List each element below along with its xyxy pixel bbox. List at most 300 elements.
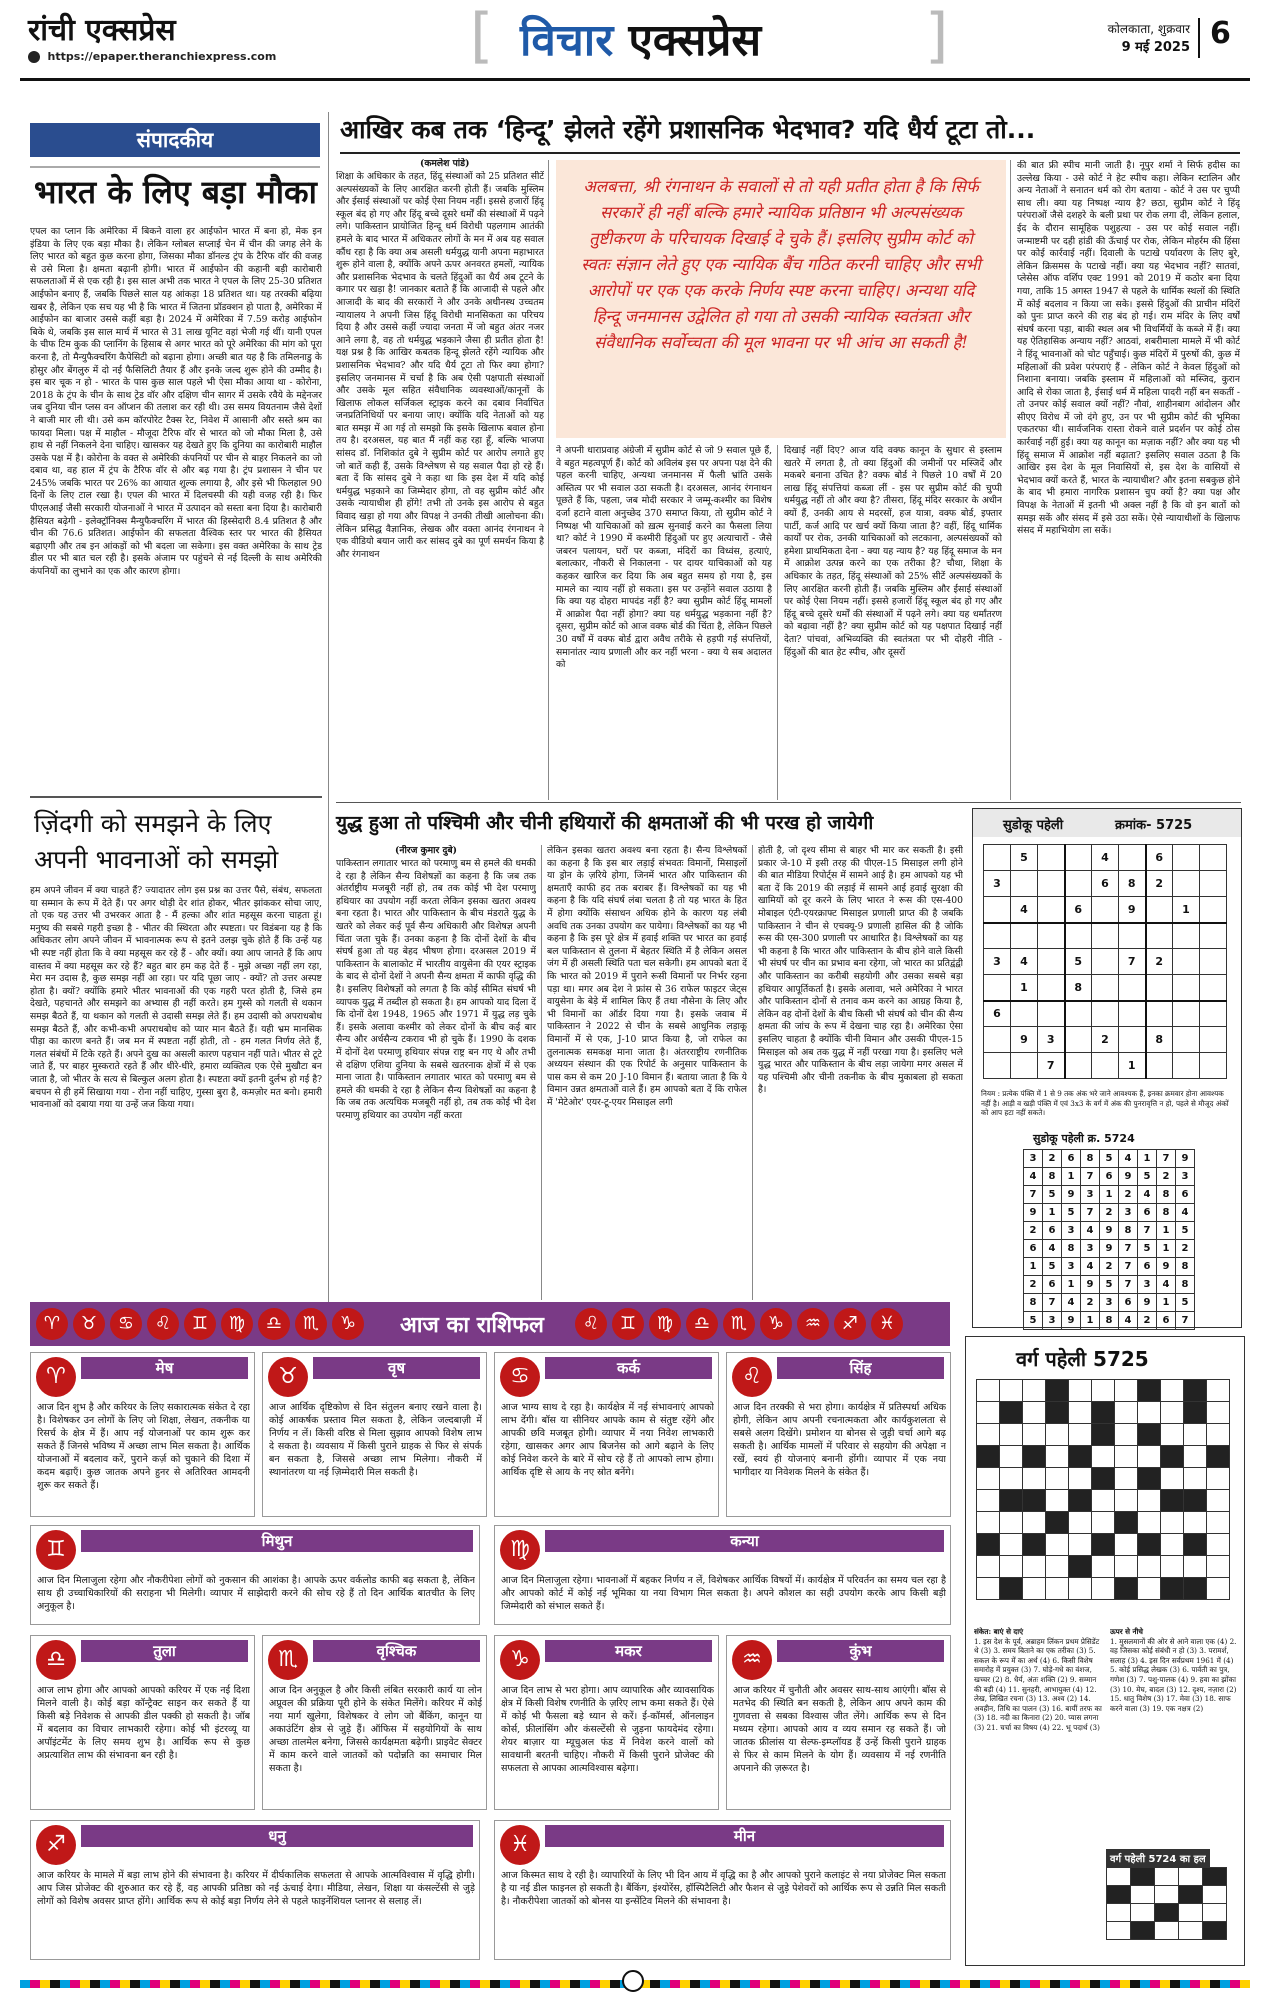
sudoku-solution-cell: 1 <box>1100 1186 1119 1204</box>
crossword-cell <box>1115 1490 1138 1512</box>
sudoku-solution-cell: 3 <box>1119 1204 1138 1222</box>
crossword-solution-cell <box>1131 1868 1155 1886</box>
sudoku-cell <box>1038 949 1065 975</box>
crossword-block <box>1000 1402 1023 1424</box>
crossword-block <box>1069 1490 1092 1512</box>
crossword-block <box>1023 1534 1046 1556</box>
sudoku-solution-cell: 7 <box>1024 1186 1043 1204</box>
rashifal-sign-name: धनु <box>81 1825 473 1847</box>
crossword-cell <box>1023 1380 1046 1402</box>
crossword-cell <box>1161 1512 1184 1534</box>
crossword-block <box>1161 1490 1184 1512</box>
sudoku-solution-cell: 9 <box>1062 1312 1081 1330</box>
sudoku-solution-cell: 6 <box>1062 1150 1081 1168</box>
sudoku-solution-cell: 8 <box>1176 1276 1195 1294</box>
crossword-solution-cell <box>1155 1904 1179 1922</box>
sudoku-cell <box>1200 923 1227 949</box>
crossword-cell <box>977 1402 1000 1424</box>
sudoku-solution-cell: 4 <box>1157 1276 1176 1294</box>
crossword-block <box>1046 1512 1069 1534</box>
sudoku-cell <box>984 845 1011 871</box>
crossword-block <box>1069 1556 1092 1578</box>
sudoku-solution-cell: 5 <box>1043 1258 1062 1276</box>
across-title: संकेत: बाएं से दाएं <box>974 1627 1024 1636</box>
sudoku-solution-cell: 9 <box>1176 1150 1195 1168</box>
sudoku-cell <box>1146 923 1173 949</box>
rashifal-text: आज दिन अनुकूल है और किसी लंबित सरकारी कार्य या लोन अप्रूवल की प्रक्रिया पूरी होने के संकेत मिलेंगे। करियर में कोई नया मार्ग खुलेगा, विशेषकर वे लोग जो बैंकिंग, कानून या अकाउंटिंग क्षेत्र से जुड़े हैं। ऑफिस में सहयोगियों के साथ अच्छा तालमेल बनेगा, जिससे कार्यक्षमता बढ़ेगी। प्राइवेट सेक्टर में काम करने वाले जातकों को पदोन्नति का समाचार मिल सकता है। <box>269 1685 482 1774</box>
crossword-solution-cell <box>1203 1868 1227 1886</box>
sudoku-solution-cell: 6 <box>1043 1276 1062 1294</box>
sudoku-cell <box>1065 845 1092 871</box>
crossword-cell <box>1000 1556 1023 1578</box>
crossword-cell <box>1023 1468 1046 1490</box>
rashifal-text: आज आर्थिक दृष्टिकोण से दिन संतुलन बनाए रखने वाला है। कोई आकर्षक प्रस्ताव मिल सकता है, लेकिन जल्दबाज़ी में निर्णय न लें। किसी वरिष्ठ से मिला सुझाव आपको विशेष लाभ दे सकता है। व्यवसाय में किसी पुराने ग्राहक से फिर से संपर्क बन सकता है, जिससे अच्छा लाभ मिलेगा। नौकरी में स्थानांतरण या नई ज़िम्मेदारी मिल सकती है। <box>269 1402 482 1478</box>
crossword-cell <box>1046 1578 1069 1600</box>
crossword-cell <box>1023 1556 1046 1578</box>
editorial-body: एपल का प्लान कि अमेरिका में बिकने वाला हर आईफोन भारत में बना हो, मेक इन इंडिया के लिए एक बड़ा मौका है। लेकिन ग्लोबल सप्लाई चेन में चीन की जगह लेने के लिए भारत को बहुत कुछ करना होगा, जिसका मौका डॉनल्ड ट्रंप के टैरिफ वॉर की वजह से उसे मिला है। क्षमता बढ़ानी होगी। भारत में आईफोन की कहानी बड़ी कारोबारी सफलताओं में से एक रही है। इस साल अभी तक भारत ने एपल के लिए 25-30 प्रतिशत आईफोन बनाए हैं, जबकि पिछले साल यह आंकड़ा 18 प्रतिशत था। यह तरक्की बढ़िया खबर है, लेकिन एक सच यह भी है कि भारत में जितना प्रॉडक्शन हो पाता है, अमेरिका में आईफोन का बाजार उससे कहीं बड़ा है। 2024 में अमेरिका में 7.59 करोड़ आईफोन बिके थे, जबकि इस साल मार्च में भारत से 31 लाख यूनिट वहां भेजी गई थीं। यानी एपल के चीफ टिम कुक की प्लानिंग के हिसाब से अगर भारत को पूरे अमेरिका की मांग को पूरा करना है, तो मैन्युफैक्चरिंग कैपेसिटी को बढ़ाना होगा। अच्छी बात यह है कि तमिलनाडु के होसुर और बेंगलुरु में दो नई फैसिलिटी तैयार हैं और इनके जल्द शुरू होने की उम्मीद है। इस बार चूक न हो - भारत के पास कुछ साल पहले भी ऐसा मौका आया था - कोरोना, 2018 के ट्रंप के चीन के साथ ट्रेड वॉर और दक्षिण चीन सागर में उसके रवैये के मद्देनजर जब दुनिया चीन प्लस वन ऑप्शन की तलाश कर रही थी। उस समय वियतनाम जैसे देशों ने बाजी मार ली थी। उसे कम कॉरपोरेट टैक्स रेट, निवेश में आसानी और सस्ते श्रम का फायदा मिला। पक्ष में माहौल - मौजूदा टैरिफ वॉर से भारत को जो मौका मिला है, उसे हाथ से नहीं निकलने देना चाहिए। खासकर यह देखते हुए कि दुनिया का कारोबारी माहौल उसके पक्ष में है। कोरोना के वक्त से अमेरिकी कंपनियों पर चीन से बाहर निकलने का जो दबाव था, वह हाल में ट्रंप के टैरिफ वॉर से और बढ़ गया है। ट्रंप प्रशासन ने चीन पर 245% जबकि भारत पर 26% का आयात शुल्क लगाया है, और इसे भी फिलहाल 90 दिनों के लिए टाल रखा है। एपल की भारत में दिलचस्पी की यही वजह रही है। फिर पीएलआई जैसी सरकारी योजनाओं ने भारत में उत्पादन को सस्ता बना दिया है। कारोबारी हैसियत बढ़ेगी - इलेक्ट्रॉनिक्स मैन्युफैक्चरिंग में भारत की हिस्सेदारी 8.4 प्रतिशत है और चीन की 76.6 प्रतिशत। आईफोन की सफलता वैश्विक स्तर पर भारत की हैसियत बढ़ाएगी और तब इन आंकड़ों को भी बदला जा सकेगा। इस वक्त अमेरिका के साथ ट्रेड डील पर भी बात चल रही है। इसके अंजाम पर पहुंचने से नई दिल्ली के साथ अमेरिकी कंपनियों का लुभाने का एक और कारण होगा। <box>30 226 322 578</box>
crossword-solution-cell <box>1131 1886 1155 1904</box>
sudoku-cell <box>984 923 1011 949</box>
page-divider <box>1198 18 1200 58</box>
section-divider <box>336 802 1241 803</box>
crossword-solution-cell <box>1107 1868 1131 1886</box>
sudoku-cell <box>1038 923 1065 949</box>
crossword-cell <box>1000 1380 1023 1402</box>
sudoku-cell <box>1065 1027 1092 1053</box>
sudoku-cell <box>1146 975 1173 1001</box>
sudoku-solution-cell: 5 <box>1100 1150 1119 1168</box>
sudoku-solution-cell: 6 <box>1024 1240 1043 1258</box>
rashifal-banner <box>30 1302 950 1346</box>
sudoku-cell <box>1092 1053 1119 1079</box>
rashifal-sign-name: मीन <box>545 1825 944 1847</box>
rashifal-text: आज दिन शुभ है और करियर के लिए सकारात्मक संकेत दे रहा है। विशेषकर उन लोगों के लिए जो शिक्षा, लेखन, तकनीक या रिसर्च के क्षेत्र में हैं। आप नई योजनाओं पर काम शुरू कर सकते हैं जिनसे भविष्य में अच्छा लाभ मिल सकता है। आर्थिक योजनाओं में बदलाव करें, पुराने कर्ज़ को चुकाने की दिशा में कदम बढ़ाएँ। कुछ जातक अपने हुनर से अतिरिक्त आमदनी शुरू कर सकते हैं। <box>37 1402 250 1491</box>
sudoku-solution-cell: 4 <box>1176 1204 1195 1222</box>
zodiac-icon: ♏ <box>723 1308 755 1340</box>
sudoku-solution-cell: 4 <box>1043 1240 1062 1258</box>
crossword-block <box>1138 1424 1161 1446</box>
sudoku-solution-cell: 6 <box>1119 1294 1138 1312</box>
crossword-block <box>977 1446 1000 1468</box>
sudoku-solution-cell: 8 <box>1100 1312 1119 1330</box>
crossword-title: वर्ग पहेली 5725 <box>1016 1347 1149 1371</box>
masthead <box>0 0 1268 80</box>
sudoku-cell <box>1038 975 1065 1001</box>
sudoku-cell <box>1092 1001 1119 1027</box>
zodiac-icon: ♑ <box>332 1308 364 1340</box>
crossword-block <box>1092 1424 1115 1446</box>
crossword-solution-cell <box>1203 1922 1227 1940</box>
crossword-cell <box>1000 1512 1023 1534</box>
crossword-cell <box>1184 1468 1207 1490</box>
header-rule <box>20 78 1250 81</box>
section-title <box>520 8 761 68</box>
sudoku-number: क्रमांक- 5725 <box>1115 818 1193 833</box>
rashifal-card <box>30 1525 480 1625</box>
sudoku-cell: 5 <box>1065 949 1092 975</box>
crossword-solution-cell <box>1203 1886 1227 1904</box>
war-col-3: होती है, जो दृश्य सीमा से बाहर भी मार कर सकती है। इसी प्रकार जे-10 में इसी तरह की पीएल-15 मिसाइल लगी होने की बात मीडिया रिपोर्ट्स में सामने आई है। हम आपको यह भी बता दें कि 2019 की लड़ाई में सामने आई हवाई सुरक्षा की खामियों को दूर करने के लिए भारत ने रूस की एस-400 मोबाइल एंटी-एयरक्राफ्ट मिसाइल प्रणाली प्राप्त की है जबकि पाकिस्तान ने चीन से एचक्यू-9 प्रणाली हासिल की है जोकि रूस की एस-300 प्रणाली पर आधारित है। विश्लेषकों का यह भी कहना है कि भारत और पाकिस्तान के बीच होने वाले किसी भी संघर्ष पर चीन का प्रभाव बना रहेगा, जो भारत का प्रतिद्वंद्वी और पाकिस्तान का करीबी सहयोगी और उसका सबसे बड़ा हथियार आपूर्तिकर्ता है। इसके अलावा, भले अमेरिका ने भारत और पाकिस्तान दोनों से तनाव कम करने का आग्रह किया है, लेकिन वह दोनों देशों के बीच किसी भी संघर्ष को चीन की सैन्य क्षमता की जांच के रूप में देखना चाह रहा है। अमेरिका ऐसा इसलिए चाहता है क्योंकि चीनी विमान और उसकी पीएल-15 मिसाइल को अब तक युद्ध में नहीं परखा गया है। इसलिए भले युद्ध भारत और पाकिस्तान के बीच लड़ा जायेगा मगर असल में यह पश्चिमी और चीनी तकनीक के बीच मुकाबला हो सकता है। <box>758 845 963 1096</box>
sudoku-cell <box>1200 897 1227 923</box>
crossword-cell <box>1207 1380 1230 1402</box>
sudoku-solution-cell: 2 <box>1100 1258 1119 1276</box>
zodiac-sign-icon: ♎ <box>36 1640 76 1680</box>
sudoku-solution-cell: 3 <box>1043 1312 1062 1330</box>
crossword-solution-cell <box>1107 1904 1131 1922</box>
pull-quote: अलबत्ता, श्री रंगनाथन के सवालों से तो यही प्रतीत होता है कि सिर्फ सरकारें ही नहीं बल्कि हमारे न्यायिक प्रतिष्ठान भी अल्पसंख्यक तुष्टीकरण के परिचायक दिखाई दे चुके हैं। इसलिए सुप्रीम कोर्ट को स्वतः संज्ञान लेते हुए एक न्यायिक बैंच गठित करनी चाहिए और सभी आरोपों पर एक एक करके निर्णय स्पष्ट करना चाहिए। अन्यथा यदि हिन्दू जनमानस उद्वेलित हो गया तो उसकी न्यायिक स्वतंत्रता और संवैधानिक सर्वोच्चता की मूल भावना पर भी आंच आ सकती है! <box>556 160 1006 438</box>
sudoku-solution-cell: 8 <box>1157 1204 1176 1222</box>
sudoku-solution-cell: 5 <box>1138 1168 1157 1186</box>
sudoku-solution-cell: 2 <box>1043 1150 1062 1168</box>
rashifal-text: आज लाभ होगा और आपको आपको करियर में एक नई दिशा मिलने वाली है। कोई बड़ा कॉन्ट्रैक्ट साइन कर सकते हैं या किसी बड़े निवेशक से आपकी डील पक्की हो सकती है। जॉब में बदलाव का विचार लाभकारी रहेगा। कोई भी इंटरव्यू या अपॉइंटमेंट के लिए समय शुभ है। आर्थिक रूप से कुछ अप्रत्याशित लाभ की संभावना बन रही है। <box>37 1685 250 1761</box>
sudoku-solution-cell: 8 <box>1024 1294 1043 1312</box>
sudoku-solution-cell: 4 <box>1062 1294 1081 1312</box>
crossword-block <box>1046 1380 1069 1402</box>
crossword-solution-cell <box>1155 1868 1179 1886</box>
crossword-block <box>1023 1490 1046 1512</box>
sudoku-solution-cell: 7 <box>1119 1240 1138 1258</box>
crossword-block <box>1184 1402 1207 1424</box>
sudoku-solution-cell: 7 <box>1081 1168 1100 1186</box>
sudoku-solution-cell: 8 <box>1062 1240 1081 1258</box>
sudoku-cell <box>1119 923 1146 949</box>
sudoku-solution-cell: 1 <box>1157 1240 1176 1258</box>
sudoku-cell <box>1119 1027 1146 1053</box>
sudoku-solution-cell: 5 <box>1024 1312 1043 1330</box>
sudoku-cell <box>1200 1027 1227 1053</box>
crossword-cell <box>1161 1402 1184 1424</box>
crossword-cell <box>1046 1490 1069 1512</box>
down-clues: 1. मुसलमानों की ओर से आने वाला एक (4) 2. वह जिसका कोई संबंधी न हो (3) 3. परामर्श, सलाह (3) 4. इस दिन सर्वप्रथम 1961 में (4) 5. कोई प्रसिद्ध लेखक (3) 6. पार्वती का पुत्र, गणेश (3) 7. पशु-पालक (4) 9. हवा का झोंका (3) 10. मेघ, बादल (3) 12. दृश्य, नज़ारा (2) 15. धातु विशेष (3) 17. मेवा (3) 18. साफ करने वाला (3) 19. एक नक्षत्र (2) <box>1110 1636 1237 1713</box>
rashifal-text: आज भाग्य साथ दे रहा है। कार्यक्षेत्र में नई संभावनाएं आपको लाभ देंगी। बॉस या सीनियर आपके काम से संतुष्ट रहेंगे और आपकी छवि मजबूत होगी। व्यापार में नया निवेश लाभकारी रहेगा, खासकर अगर आप बिजनेस को आगे बढ़ाने के लिए कोई निवेश करने के बारे में सोच रहे हैं तो आपको लाभ होगा। आर्थिक दृष्टि से आय के नए स्रोत बनेंगे। <box>501 1402 714 1478</box>
sudoku-cell <box>1038 845 1065 871</box>
sudoku-solution-cell: 9 <box>1100 1222 1119 1240</box>
crossword-solution-title: वर्ग पहेली 5724 का हल <box>1106 1849 1210 1867</box>
bracket-right: ] <box>925 1 949 71</box>
crossword-block <box>1000 1578 1023 1600</box>
crossword-cell <box>977 1556 1000 1578</box>
sudoku-solution-cell: 4 <box>1138 1186 1157 1204</box>
crossword-block <box>1069 1446 1092 1468</box>
crossword-cell <box>1092 1380 1115 1402</box>
section-title-b: एक्सप्रेस <box>628 15 762 66</box>
sudoku-solution-cell: 8 <box>1081 1150 1100 1168</box>
crossword-solution-cell <box>1179 1922 1203 1940</box>
sudoku-solution-cell: 5 <box>1176 1294 1195 1312</box>
sudoku-solution-cell: 8 <box>1119 1222 1138 1240</box>
paper-name: रांची एक्सप्रेस <box>28 13 176 48</box>
sudoku-solution-cell: 3 <box>1062 1222 1081 1240</box>
sudoku-solution-cell: 1 <box>1043 1204 1062 1222</box>
sudoku-solution-cell: 9 <box>1062 1186 1081 1204</box>
zodiac-sign-icon: ♐ <box>36 1825 76 1865</box>
sudoku-solution-cell: 2 <box>1176 1240 1195 1258</box>
rashifal-text: आज किस्मत साथ दे रही है। व्यापारियों के लिए भी दिन आय में वृद्धि का है और आपको पुराने कलाइंट से नया प्रोजेक्ट मिल सकता है या नई डील फाइनल हो सकती है। बैंकिंग, इंश्योरेंस, हॉस्पिटैलिटी और फैशन से जुड़े पेशेवरों को आर्थिक रूप से उन्नति मिल सकती है। नौकरीपेशा जातकों को बोनस या इन्सेंटिव मिलने की संभावना है। <box>501 1870 946 1907</box>
sudoku-cell: 3 <box>1038 1027 1065 1053</box>
crossword-cell <box>1207 1490 1230 1512</box>
sudoku-cell <box>984 1027 1011 1053</box>
crossword-cell <box>1092 1490 1115 1512</box>
sudoku-solution-cell: 3 <box>1081 1186 1100 1204</box>
crossword-cell <box>1138 1578 1161 1600</box>
sudoku-rules: नियम : प्रत्येक पंक्ति में 1 से 9 तक अंक भरे जाने आवश्यक हैं, इनका क्रमवार होना आवश्यक नहीं है। आड़ी व खड़ी पंक्ति में एवं 3x3 के वर्ग में अंक की पुनरावृत्ति न हो, पहले से मौजूद अंकों को आप हटा नहीं सकते। <box>981 1089 1229 1118</box>
crossword-cell <box>977 1578 1000 1600</box>
sudoku-cell: 4 <box>1011 897 1038 923</box>
rashifal-text: आज करियर के मामले में बड़ा लाभ होने की संभावना है। करियर में दीर्घकालिक सफलता से आपके आत्मविश्वास में वृद्धि होगी। आप जिस प्रोजेक्ट की शुरुआत कर रहे हैं, वह आपकी प्रतिष्ठा को नई ऊंचाई देगा। मीडिया, लेखन, शिक्षा या कंसल्टेंसी से जुड़े लोगों को विशेष अवसर प्राप्त होंगे। आर्थिक रूप से कोई बड़ा निर्णय लेने से पहले फाइनेंशियल प्लानर से सलाह लें। <box>37 1870 475 1907</box>
crossword-block <box>1023 1446 1046 1468</box>
sudoku-cell <box>1173 845 1200 871</box>
rashifal-card <box>726 1635 951 1810</box>
rashifal-card <box>494 1352 719 1517</box>
zodiac-icon: ♌ <box>147 1308 179 1340</box>
sudoku-solution-cell: 7 <box>1119 1258 1138 1276</box>
sudoku-cell <box>984 897 1011 923</box>
sudoku-cell <box>1200 845 1227 871</box>
editorial-divider <box>30 796 322 798</box>
crossword-solution-cell <box>1179 1868 1203 1886</box>
sudoku-solution-cell: 3 <box>1024 1150 1043 1168</box>
globe-icon <box>28 51 40 63</box>
sudoku-cell <box>1092 897 1119 923</box>
zodiac-icon: ♍ <box>221 1308 253 1340</box>
crossword-panel <box>965 1336 1245 1966</box>
rashifal-sign-name: वृष <box>313 1357 480 1379</box>
crossword-cell <box>1069 1578 1092 1600</box>
rashifal-text: आज करियर में चुनौती और अवसर साथ-साथ आएंगी। बॉस से मतभेद की स्थिति बन सकती है, लेकिन आप अपने काम की गुणवत्ता से सबका विश्वास जीत लेंगे। आर्थिक रूप से दिन मध्यम रहेगा। आपको आय व व्यय समान रह सकते हैं। जो जातक फ्रीलांस या सेल्फ-इम्प्लॉयड हैं उन्हें किसी पुराने ग्राहक से फिर से काम मिलने के योग हैं। व्यवसाय में नई रणनीति अपनाने की ज़रूरत है। <box>733 1685 946 1774</box>
sudoku-cell: 3 <box>984 949 1011 975</box>
sudoku-cell: 8 <box>1119 871 1146 897</box>
sudoku-solution-cell: 7 <box>1119 1276 1138 1294</box>
sudoku-solution-cell: 1 <box>1062 1168 1081 1186</box>
sudoku-cell <box>1065 871 1092 897</box>
zodiac-strip-left <box>36 1308 369 1340</box>
column-rule <box>328 112 329 1302</box>
url-text: https://epaper.theranchiexpress.com <box>47 50 277 63</box>
crossword-block <box>1092 1468 1115 1490</box>
zodiac-sign-icon: ♈ <box>36 1357 76 1397</box>
rashifal-card <box>494 1525 951 1625</box>
crossword-block <box>1046 1402 1069 1424</box>
sudoku-cell: 1 <box>1119 1053 1146 1079</box>
crossword-block <box>1092 1534 1115 1556</box>
column-rule <box>548 160 549 800</box>
sudoku-solution-cell: 6 <box>1138 1204 1157 1222</box>
zodiac-sign-icon: ♑ <box>500 1640 540 1680</box>
main-byline: (कमलेश पांडे) <box>420 158 470 169</box>
sudoku-solution-cell: 2 <box>1157 1168 1176 1186</box>
sudoku-solution-cell: 8 <box>1043 1168 1062 1186</box>
crossword-cell <box>1207 1578 1230 1600</box>
main-col-3: दिखाई नहीं दिए? आज यदि वक्फ कानून के सुधार से इस्लाम खतरे में लगता है, तो क्या हिंदुओं की जमीनों पर मस्जिदें और मकबरे बनाना उचित है? वक्फ बोर्ड ने पिछले 10 वर्षों में 20 लाख हिंदू संपत्तियां कब्जा लीं - इस पर सुप्रीम कोर्ट की चुप्पी धर्मयुद्ध नहीं तो और क्या है? तीसरा, हिंदू मंदिर सरकार के अधीन क्यों हैं, उनकी आय से मदरसों, हज यात्रा, वक्फ बोर्ड, इफ्तार पार्टी, कर्ज आदि पर खर्च क्यों किया जाता है? वहीं, हिंदू धार्मिक कार्यों पर रोक, उनकी याचिकाओं को लटकाना, अल्पसंख्यकों को हमेशा प्राथमिकता देना - क्या यह न्याय है? यह हिंदू समाज के मन में आक्रोश उत्पन्न करने का एक तरीका है? चौथा, शिक्षा के अधिकार के तहत, हिंदू संस्थाओं को 25% सीटें अल्पसंख्यकों के लिए आरक्षित करनी होती हैं। जबकि मुस्लिम और ईसाई संस्थाओं पर कोई ऐसा नियम नहीं। इससे हजारों हिंदू स्कूल बंद हो गए और हिंदू बच्चे दूसरे धर्मों की संस्थाओं में पढ़ने लगे। क्या यह धर्मांतरण को बढ़ावा नहीं है? क्या सुप्रीम कोर्ट को यह पक्षपात दिखाई नहीं देता? पांचवां, अभिव्यक्ति की स्वतंत्रता पर भी दोहरी नीति - हिंदुओं की बात हेट स्पीच, और दूसरों <box>784 445 1002 658</box>
sudoku-cell <box>1200 1001 1227 1027</box>
sudoku-solution-cell: 2 <box>1138 1312 1157 1330</box>
registration-mark-icon <box>622 1970 644 1992</box>
crossword-cell <box>977 1512 1000 1534</box>
crossword-cell <box>1092 1512 1115 1534</box>
sudoku-cell <box>1200 1053 1227 1079</box>
sudoku-solution-cell: 7 <box>1138 1222 1157 1240</box>
war-headline: युद्ध हुआ तो पश्चिमी और चीनी हथियारों की क्षमताओं की भी परख हो जायेगी <box>336 812 874 834</box>
crossword-cell <box>1161 1380 1184 1402</box>
crossword-block <box>1184 1578 1207 1600</box>
sudoku-cell <box>1146 1001 1173 1027</box>
sudoku-solution-title: सुडोकू पहेली क्र. 5724 <box>1033 1132 1135 1145</box>
sudoku-cell <box>1065 923 1092 949</box>
sudoku-solution-cell: 8 <box>1176 1258 1195 1276</box>
life-body: हम अपने जीवन में क्या चाहते हैं? ज्यादातर लोग इस प्रश्न का उत्तर पैसे, संबंध, सफलता या सम्मान के रूप में देते हैं। पर अगर थोड़ी देर शांत होकर, भीतर झांककर सोचा जाए, तो एक यह उत्तर भी उभरकर आता है - मैं हल्का और शांत महसूस करना चाहता हूं। मनुष्य की सबसे गहरी इच्छा है - भीतर की स्थिरता और स्पष्टता। पर विडंबना यह है कि अधिकतर लोग अपने जीवन में भावनात्मक रूप से इतने उलझ चुके होते हैं कि उन्हें यह भी स्पष्ट नहीं होता कि वे क्या महसूस कर रहे हैं - और क्यों। क्या आप जानते हैं कि आप वास्तव में क्या महसूस कर रहे हैं? बहुत बार हम कह देते हैं - मुझे अच्छा नहीं लग रहा, मेरा मन उदास है, कुछ समझ नहीं आ रहा। पर यदि पूछा जाए - क्यों? तो उत्तर अस्पष्ट होता है। क्यों? क्योंकि हमारे भीतर भावनाओं की एक गहरी परत होती है, जिसे हम देखते, पहचानते और समझने का अभ्यास ही नहीं करते। हम गुस्से को गलती से थकान समझ बैठते हैं, या थकान को गलती से उदासी समझ लेते हैं। हम उदासी को अपराधबोध समझ बैठते हैं, और कभी-कभी अपराधबोध को प्यार मान बैठते हैं। यही भ्रम मानसिक पीड़ा का कारण बनते हैं। जब मन में स्पष्टता नहीं होती, तो - हम गलत निर्णय लेते हैं, गलत संबंधों में टिके रहते हैं। अपने दुख का असली कारण पहचान नहीं पाते। भीतर से टूटे जाते हैं, पर बाहर मुस्कराते रहते हैं और धीरे-धीरे, हमारा व्यक्तित्व एक ऐसे मुखौटा बन जाता है, जो भीतर के सत्य से बिल्कुल अलग होता है। स्पष्टता क्यों इतनी दुर्लभ हो गई है? बचपन से ही हमें सिखाया गया - रोना नहीं चाहिए, गुस्सा बुरा है, कमज़ोर मत बनो। हमारी भावनाओं को दबाया गया या उन्हें जज किया गया। <box>30 885 322 1111</box>
sudoku-cell: 7 <box>1119 949 1146 975</box>
crossword-solution-cell <box>1107 1922 1131 1940</box>
crossword-cell <box>1092 1578 1115 1600</box>
sudoku-cell <box>1200 949 1227 975</box>
sudoku-solution-cell: 5 <box>1043 1186 1062 1204</box>
main-col-4: की बात फ्री स्पीच मानी जाती है। नूपुर शर्मा ने सिर्फ हदीस का उल्लेख किया - उसे कोर्ट ने हेट स्पीच कहा। लेकिन स्टालिन और अन्य नेताओं ने सनातन धर्म को रोग बताया - कोर्ट ने उस पर चुप्पी साध ली। क्या यह निष्पक्ष न्याय है? छठा, सुप्रीम कोर्ट ने हिंदू परंपराओं जैसे दशहरे के बली प्रथा पर रोक लगा दी, लेकिन हलाल, ईद के दौरान सामूहिक पशुहत्या - उस पर कोई सवाल नहीं। जन्माष्टमी पर दही हांडी की ऊँचाई पर रोक, लेकिन मोहर्रम की हिंसा पर कोई कार्रवाई नहीं। दिवाली के पटाखे पर्यावरण के लिए बुरे, लेकिन क्रिसमस के पटाखे नहीं। क्या यह भेदभाव नहीं? सातवां, प्लेसेस ऑफ वर्शिप एक्ट 1991 को 2019 में कठोर बना दिया गया, ताकि 15 अगस्त 1947 से पहले के धार्मिक स्थलों की स्थिति में कोई बदलाव न किया जा सके। इससे हिंदुओं की प्राचीन मंदिरों को पुनः प्राप्त करने की राह बंद हो गई। राम मंदिर के लिए वर्षों संघर्ष करना पड़ा, बाकी स्थल अब भी विधर्मियों के कब्जे में हैं। क्या यह ऐतिहासिक अन्याय नहीं? आठवां, शबरीमाला मामले में भी कोर्ट ने हिंदू भावनाओं को चोट पहुँचाई। कुछ मंदिरों में पुरुषों की, कुछ में महिलाओं की प्रवेश परंपराएं हैं - लेकिन कोर्ट ने केवल हिंदुओं को निशाना बनाया। जबकि इस्लाम में महिलाओं को मस्जिद, कुरान आदि से रोका जाता है, ईसाई धर्म में महिला पादरी नहीं बन सकतीं - तो उनपर कोई सवाल क्यों नहीं? नौवां, शाहीनबाग आंदोलन और सीएए विरोध में जो दंगे हुए, उन पर भी सुप्रीम कोर्ट की भूमिका एकतरफा थी। सार्वजनिक रास्ता रोकने वाले प्रदर्शन पर कोई ठोस कार्रवाई नहीं हुई। क्या यह कानून का मज़ाक नहीं? और क्या यह भी हिंदू समाज में आक्रोश नहीं बढ़ाता? इसलिए सवाल उठता है कि आखिर इस देश के मूल निवासियों से, इस देश के वासियों से भेदभाव क्यों करते हैं, भारत के न्यायाधीश? और इतना सबकुछ होने के बाद भी हमारा नागरिक प्रशासन चुप क्यों है? क्या पक्ष और विपक्ष के नेताओं में इतनी भी अक्ल नहीं है कि वो इन बातों को समझ सकें और संसद में इसे उठा सकें। ऐसे न्यायाधीशों के खिलाफ संसद में महाभियोग ला सकें। <box>1017 160 1240 537</box>
crossword-block <box>1184 1534 1207 1556</box>
sudoku-cell <box>984 1053 1011 1079</box>
zodiac-icon: ♐ <box>834 1308 866 1340</box>
crossword-cell <box>1184 1556 1207 1578</box>
sudoku-solution-cell: 1 <box>1024 1258 1043 1276</box>
zodiac-icon: ♌ <box>575 1308 607 1340</box>
crossword-cell <box>1092 1446 1115 1468</box>
crossword-block <box>1161 1446 1184 1468</box>
zodiac-icon: ♈ <box>36 1308 68 1340</box>
crossword-cell <box>1046 1446 1069 1468</box>
main-headline-rule <box>340 152 1240 154</box>
crossword-solution-grid <box>1106 1867 1227 1940</box>
sudoku-cell <box>1011 1001 1038 1027</box>
sudoku-solution-cell: 6 <box>1100 1168 1119 1186</box>
sudoku-cell <box>1038 871 1065 897</box>
sudoku-cell <box>1146 1053 1173 1079</box>
sudoku-cell: 4 <box>1011 949 1038 975</box>
rashifal-sign-name: कन्या <box>545 1530 944 1552</box>
crossword-cell <box>1069 1402 1092 1424</box>
rashifal-sign-name: कर्क <box>545 1357 712 1379</box>
zodiac-icon: ♎ <box>258 1308 290 1340</box>
life-headline: ज़िंदगी को समझने के लिए अपनी भावनाओं को समझो <box>34 809 279 874</box>
crossword-cell <box>1092 1556 1115 1578</box>
sudoku-cell <box>1200 975 1227 1001</box>
sudoku-cell <box>1092 949 1119 975</box>
sudoku-cell <box>1038 897 1065 923</box>
crossword-cell <box>1207 1424 1230 1446</box>
crossword-cell <box>1161 1468 1184 1490</box>
sudoku-solution-cell: 5 <box>1062 1204 1081 1222</box>
column-rule <box>541 845 542 1300</box>
sudoku-solution-cell: 6 <box>1176 1186 1195 1204</box>
zodiac-icon: ♒ <box>797 1308 829 1340</box>
zodiac-icon: ♑ <box>760 1308 792 1340</box>
sudoku-cell: 6 <box>1092 871 1119 897</box>
crossword-cell <box>1023 1402 1046 1424</box>
sudoku-solution-cell: 4 <box>1119 1312 1138 1330</box>
crossword-cell <box>1000 1468 1023 1490</box>
crossword-cell <box>1115 1446 1138 1468</box>
zodiac-strip-right <box>575 1308 908 1340</box>
rashifal-card <box>30 1820 480 1960</box>
sudoku-solution-cell: 9 <box>1024 1204 1043 1222</box>
sudoku-solution-cell: 2 <box>1024 1222 1043 1240</box>
sudoku-cell <box>1173 923 1200 949</box>
sudoku-cell <box>1200 871 1227 897</box>
crossword-across <box>974 1627 1102 1842</box>
crossword-cell <box>1069 1534 1092 1556</box>
down-title: ऊपर से नीचे <box>1110 1627 1143 1636</box>
sudoku-cell <box>984 975 1011 1001</box>
sudoku-cell <box>1173 1053 1200 1079</box>
crossword-cell <box>1161 1556 1184 1578</box>
crossword-cell <box>1138 1556 1161 1578</box>
zodiac-icon: ♊ <box>184 1308 216 1340</box>
bracket-left: [ <box>470 1 494 71</box>
epaper-url[interactable] <box>28 50 276 63</box>
sudoku-solution-cell: 6 <box>1157 1312 1176 1330</box>
crossword-block <box>1184 1380 1207 1402</box>
zodiac-icon: ♍ <box>649 1308 681 1340</box>
sudoku-cell: 9 <box>1119 897 1146 923</box>
sudoku-cell: 1 <box>1173 897 1200 923</box>
sudoku-cell <box>1038 1001 1065 1027</box>
rashifal-card <box>30 1352 255 1517</box>
zodiac-sign-icon: ♒ <box>732 1640 772 1680</box>
sudoku-cell: 6 <box>1065 897 1092 923</box>
crossword-solution-cell <box>1179 1886 1203 1904</box>
sudoku-panel <box>972 808 1242 1328</box>
sudoku-solution-cell: 2 <box>1081 1294 1100 1312</box>
sudoku-solution-cell: 4 <box>1119 1150 1138 1168</box>
zodiac-icon: ♊ <box>612 1308 644 1340</box>
sudoku-solution-cell: 1 <box>1081 1312 1100 1330</box>
sudoku-solution-cell: 1 <box>1138 1150 1157 1168</box>
crossword-cell <box>1069 1512 1092 1534</box>
crossword-block <box>1115 1578 1138 1600</box>
zodiac-sign-icon: ♏ <box>268 1640 308 1680</box>
crossword-solution-cell <box>1203 1904 1227 1922</box>
crossword-cell <box>1138 1402 1161 1424</box>
sudoku-cell: 7 <box>1038 1053 1065 1079</box>
crossword-cell <box>1138 1490 1161 1512</box>
crossword-solution-cell <box>1107 1886 1131 1904</box>
rashifal-sign-name: मेष <box>81 1357 248 1379</box>
sudoku-solution-cell: 1 <box>1157 1294 1176 1312</box>
sudoku-cell: 8 <box>1065 975 1092 1001</box>
sudoku-cell <box>1146 897 1173 923</box>
sudoku-solution-cell: 2 <box>1024 1276 1043 1294</box>
rashifal-text: आज दिन तरक्की से भरा होगा। कार्यक्षेत्र में प्रतिस्पर्धा अधिक होगी, लेकिन आप अपनी रचनात्मकता और कार्यकुशलता से सबसे अलग दिखेंगे। प्रमोशन या बोनस से जुड़ी चर्चा आगे बढ़ सकती है। आर्थिक मामलों में परिवार से सहयोग की अपेक्षा न रखें, स्वयं ही योजनाएं बनानी होंगी। व्यापार में एक नया भागीदार या निवेशक मिलने के संकेत हैं। <box>733 1402 946 1478</box>
sudoku-solution-cell: 5 <box>1176 1222 1195 1240</box>
sudoku-cell <box>1065 1053 1092 1079</box>
column-rule <box>752 845 753 1300</box>
crossword-cell <box>1115 1402 1138 1424</box>
crossword-block <box>977 1534 1000 1556</box>
sudoku-cell <box>1092 923 1119 949</box>
zodiac-icon: ♏ <box>295 1308 327 1340</box>
sudoku-solution-cell: 4 <box>1081 1222 1100 1240</box>
sudoku-solution-cell: 7 <box>1176 1312 1195 1330</box>
rashifal-sign-name: सिंह <box>777 1357 944 1379</box>
crossword-cell <box>977 1468 1000 1490</box>
sudoku-cell: 3 <box>984 871 1011 897</box>
main-headline: आखिर कब तक ‘हिन्दू’ झेलते रहेंगे प्रशासनिक भेदभाव? यदि धैर्य टूटा तो... <box>340 115 1036 144</box>
sudoku-cell: 6 <box>984 1001 1011 1027</box>
sudoku-cell <box>1011 1053 1038 1079</box>
sudoku-solution-cell: 5 <box>1100 1276 1119 1294</box>
page-number: 6 <box>1210 16 1231 51</box>
crossword-cell <box>1207 1534 1230 1556</box>
crossword-cell <box>1115 1468 1138 1490</box>
crossword-cell <box>1069 1424 1092 1446</box>
